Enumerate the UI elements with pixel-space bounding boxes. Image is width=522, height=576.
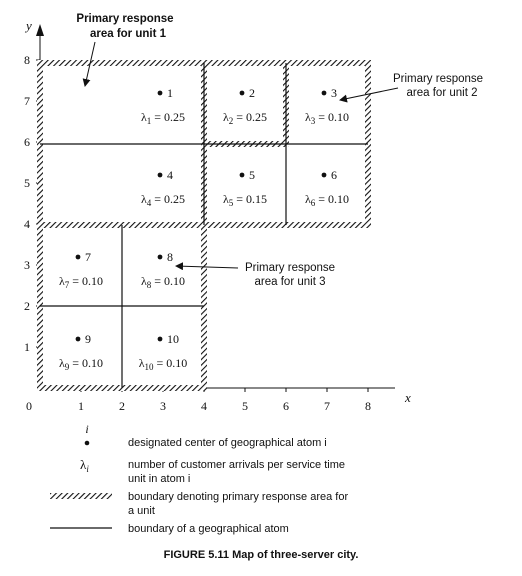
atom-5: [223, 168, 267, 208]
callout-unit-3: [176, 262, 335, 288]
atom-lambda-label: $\lambda_2 = 0.25$: [222, 110, 268, 126]
atom-lambda-label: $\lambda_1 = 0.25$: [140, 110, 186, 126]
atom-center-dot-icon: [158, 173, 163, 178]
atom-center-dot-icon: [158, 337, 163, 342]
atom-2: [223, 86, 267, 126]
atom-id: 8: [167, 250, 173, 264]
atom-1: [141, 86, 185, 126]
atom-4: [141, 168, 185, 208]
callout-unit-1-line-2: area for unit 1: [89, 28, 167, 40]
origin-label: 0: [26, 399, 32, 413]
x-tick-label: 8: [365, 399, 371, 413]
y-tick-label: 4: [24, 217, 30, 231]
atom-lambda-label: $\lambda_3 = 0.10$: [304, 110, 350, 126]
atom-id: 7: [85, 250, 91, 264]
legend-i-symbol: i: [85, 422, 89, 436]
y-tick-label: 3: [24, 258, 30, 272]
y-tick-label: 7: [24, 94, 30, 108]
atom-id: 9: [85, 332, 91, 346]
callout-unit-1-line-1: Primary response: [76, 13, 174, 25]
atom-lambda-label: $\lambda_{10} = 0.10$: [138, 356, 188, 372]
atom-center-dot-icon: [322, 91, 327, 96]
callout-unit-3-line-2: area for unit 3: [254, 276, 326, 288]
atom-id: 3: [331, 86, 337, 100]
legend-line-text: boundary of a geographical atom: [128, 523, 289, 535]
atom-id: 5: [249, 168, 255, 182]
y-tick-label: 5: [24, 176, 30, 190]
atom-center-dot-icon: [322, 173, 327, 178]
x-tick-label: 2: [119, 399, 125, 413]
legend-center-text: designated center of geographical atom i: [128, 437, 327, 449]
x-tick-label: 7: [324, 399, 330, 413]
legend-lambda-text-2: unit in atom i: [128, 473, 191, 485]
y-axis-arrow-icon: [36, 24, 44, 36]
legend: [50, 422, 348, 535]
callout-unit-2-line-2: area for unit 2: [406, 87, 478, 99]
y-tick-label: 6: [24, 135, 30, 149]
x-tick-label: 1: [78, 399, 84, 413]
y-axis-label: y: [26, 18, 32, 33]
x-axis-label: x: [405, 390, 411, 405]
atom-7: [59, 250, 103, 290]
y-tick-label: 2: [24, 299, 30, 313]
x-tick-label: 4: [201, 399, 207, 413]
atom-lambda-label: $\lambda_7 = 0.10$: [58, 274, 104, 290]
legend-hatch-text-1: boundary denoting primary response area for: [128, 491, 349, 503]
atom-center-dot-icon: [158, 255, 163, 260]
atom-id: 10: [167, 332, 179, 346]
atom-center-dot-icon: [240, 91, 245, 96]
callout-unit-3-line-1: Primary response: [244, 262, 336, 274]
atom-id: 2: [249, 86, 255, 100]
x-tick-label: 5: [242, 399, 248, 413]
atom-9: [59, 332, 103, 372]
callout-unit-2: [340, 73, 483, 100]
atom-center-dot-icon: [240, 173, 245, 178]
atom-id: 1: [167, 86, 173, 100]
atom-id: 6: [331, 168, 337, 182]
atom-center-dot-icon: [76, 337, 81, 342]
atom-center-dot-icon: [76, 255, 81, 260]
legend-lambda-symbol: $\lambda_i$: [80, 457, 89, 474]
atom-lambda-label: $\lambda_8 = 0.10$: [140, 274, 186, 290]
atom-lambda-label: $\lambda_6 = 0.10$: [304, 192, 350, 208]
atom-lambda-label: $\lambda_4 = 0.25$: [140, 192, 186, 208]
callout-unit-1: [76, 13, 173, 86]
y-tick-label: 8: [24, 53, 30, 67]
atom-3: [305, 86, 349, 126]
legend-hatch-text-2: a unit: [128, 505, 155, 517]
atom-lambda-label: $\lambda_9 = 0.10$: [58, 356, 104, 372]
y-tick-label: 1: [24, 340, 30, 354]
atom-8: [141, 250, 185, 290]
axes: [24, 18, 411, 413]
callout-unit-2-line-1: Primary response: [392, 73, 484, 85]
legend-lambda-text-1: number of customer arrivals per service time: [128, 459, 346, 471]
figure-caption: FIGURE 5.11 Map of three-server city.: [163, 549, 359, 561]
x-tick-label: 6: [283, 399, 289, 413]
atom-lambda-label: $\lambda_5 = 0.15$: [222, 192, 268, 208]
atom-10: [139, 332, 188, 372]
atom-id: 4: [167, 168, 173, 182]
atom-6: [305, 168, 349, 208]
x-tick-label: 3: [160, 399, 166, 413]
atom-center-dot-icon: [158, 91, 163, 96]
legend-center-dot-icon: [85, 441, 90, 446]
